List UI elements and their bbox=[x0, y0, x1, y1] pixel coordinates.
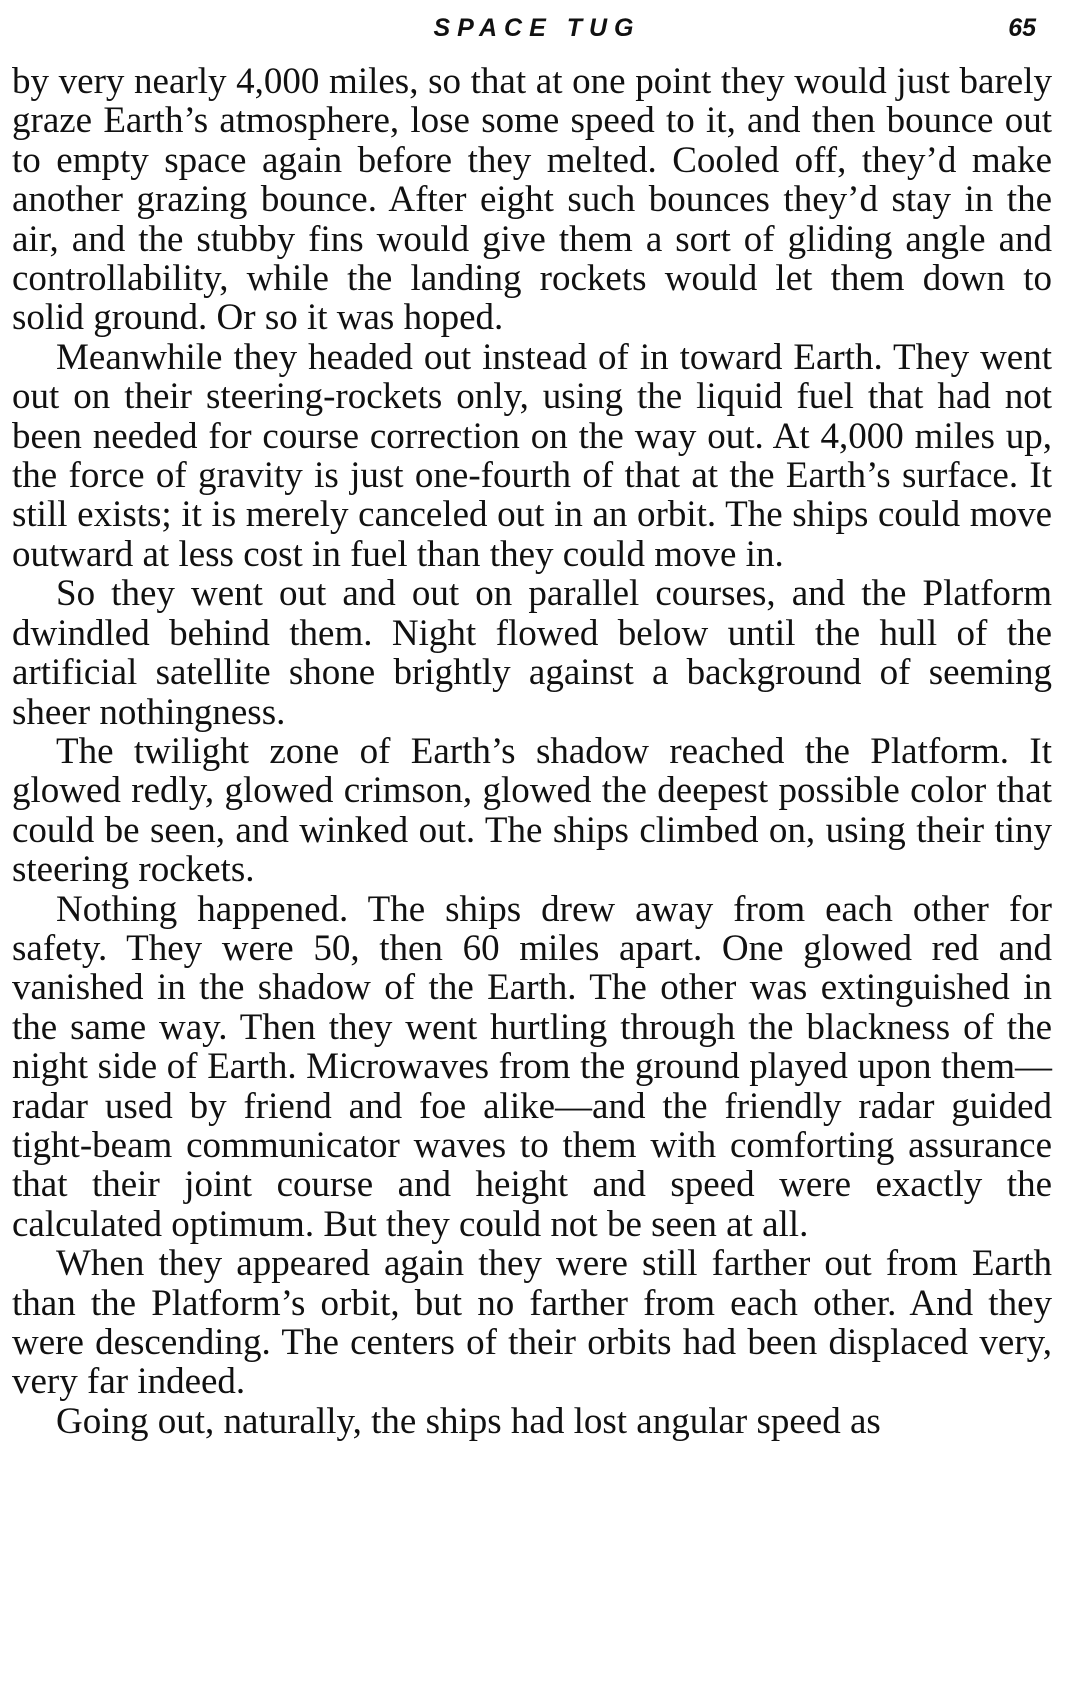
paragraph-2: Meanwhile they headed out instead of in toward Earth. They went out on their steering-rockets only, using the liquid fuel that had not been needed for course correction on the way out. At 4,000 miles up, the force of gravity is just one-fourth of that at the Earth’s surface. It still exists; it is merely canceled out in an orbit. The ships could move outward at less cost in fuel than they could move in. bbox=[12, 336, 1052, 575]
running-head bbox=[0, 8, 1074, 48]
paragraph-7: Going out, naturally, the ships had lost angular speed as bbox=[56, 1400, 881, 1442]
paragraph-1: by very nearly 4,000 miles, so that at one point they would just barely graze Earth’s atmosphere, lose some speed to it, and then bounce out to empty space again before they melted. Cooled off, they’d make another grazing bounce. After eight such bounces they’d stay in the air, and the stubby fins would give them a sort of gliding angle and controllability, while the landing rockets would let them down to solid ground. Or so it was hoped. bbox=[12, 61, 1052, 339]
paragraph-5: Nothing happened. The ships drew away from each other for safety. They were 50, then 60 miles apart. One glowed red and vanished in the shadow of the Earth. The other was extinguished in the same way. Then they went hurtling through the blackness of the night side of Earth. Microwaves from the ground played upon them—radar used by friend and foe alike—and the friendly radar guided tight-beam communicator waves to them with comforting assurance that their joint course and height and speed were exactly the calculated optimum. But they could not be seen at all. bbox=[12, 888, 1052, 1245]
paragraph-4: The twilight zone of Earth’s shadow reached the Platform. It glowed redly, glowed crimson, glowed the deepest possible color that could be seen, and winked out. The ships climbed on, using their tiny steering rockets. bbox=[12, 730, 1052, 891]
paragraph-3: So they went out and out on parallel courses, and the Platform dwindled behind them. Night flowed below until the hull of the artificial satellite shone brightly against a background of seeming sheer nothingness. bbox=[12, 573, 1052, 733]
page-number: 65 bbox=[1008, 14, 1036, 42]
paragraph-6: When they appeared again they were still farther out from Earth than the Platform’s orbit, but no farther from each other. And they were descending. The centers of their orbits had been displaced very, very far indeed. bbox=[12, 1243, 1052, 1403]
running-title: SPACE TUG bbox=[433, 14, 641, 42]
body-text bbox=[12, 62, 1052, 1441]
